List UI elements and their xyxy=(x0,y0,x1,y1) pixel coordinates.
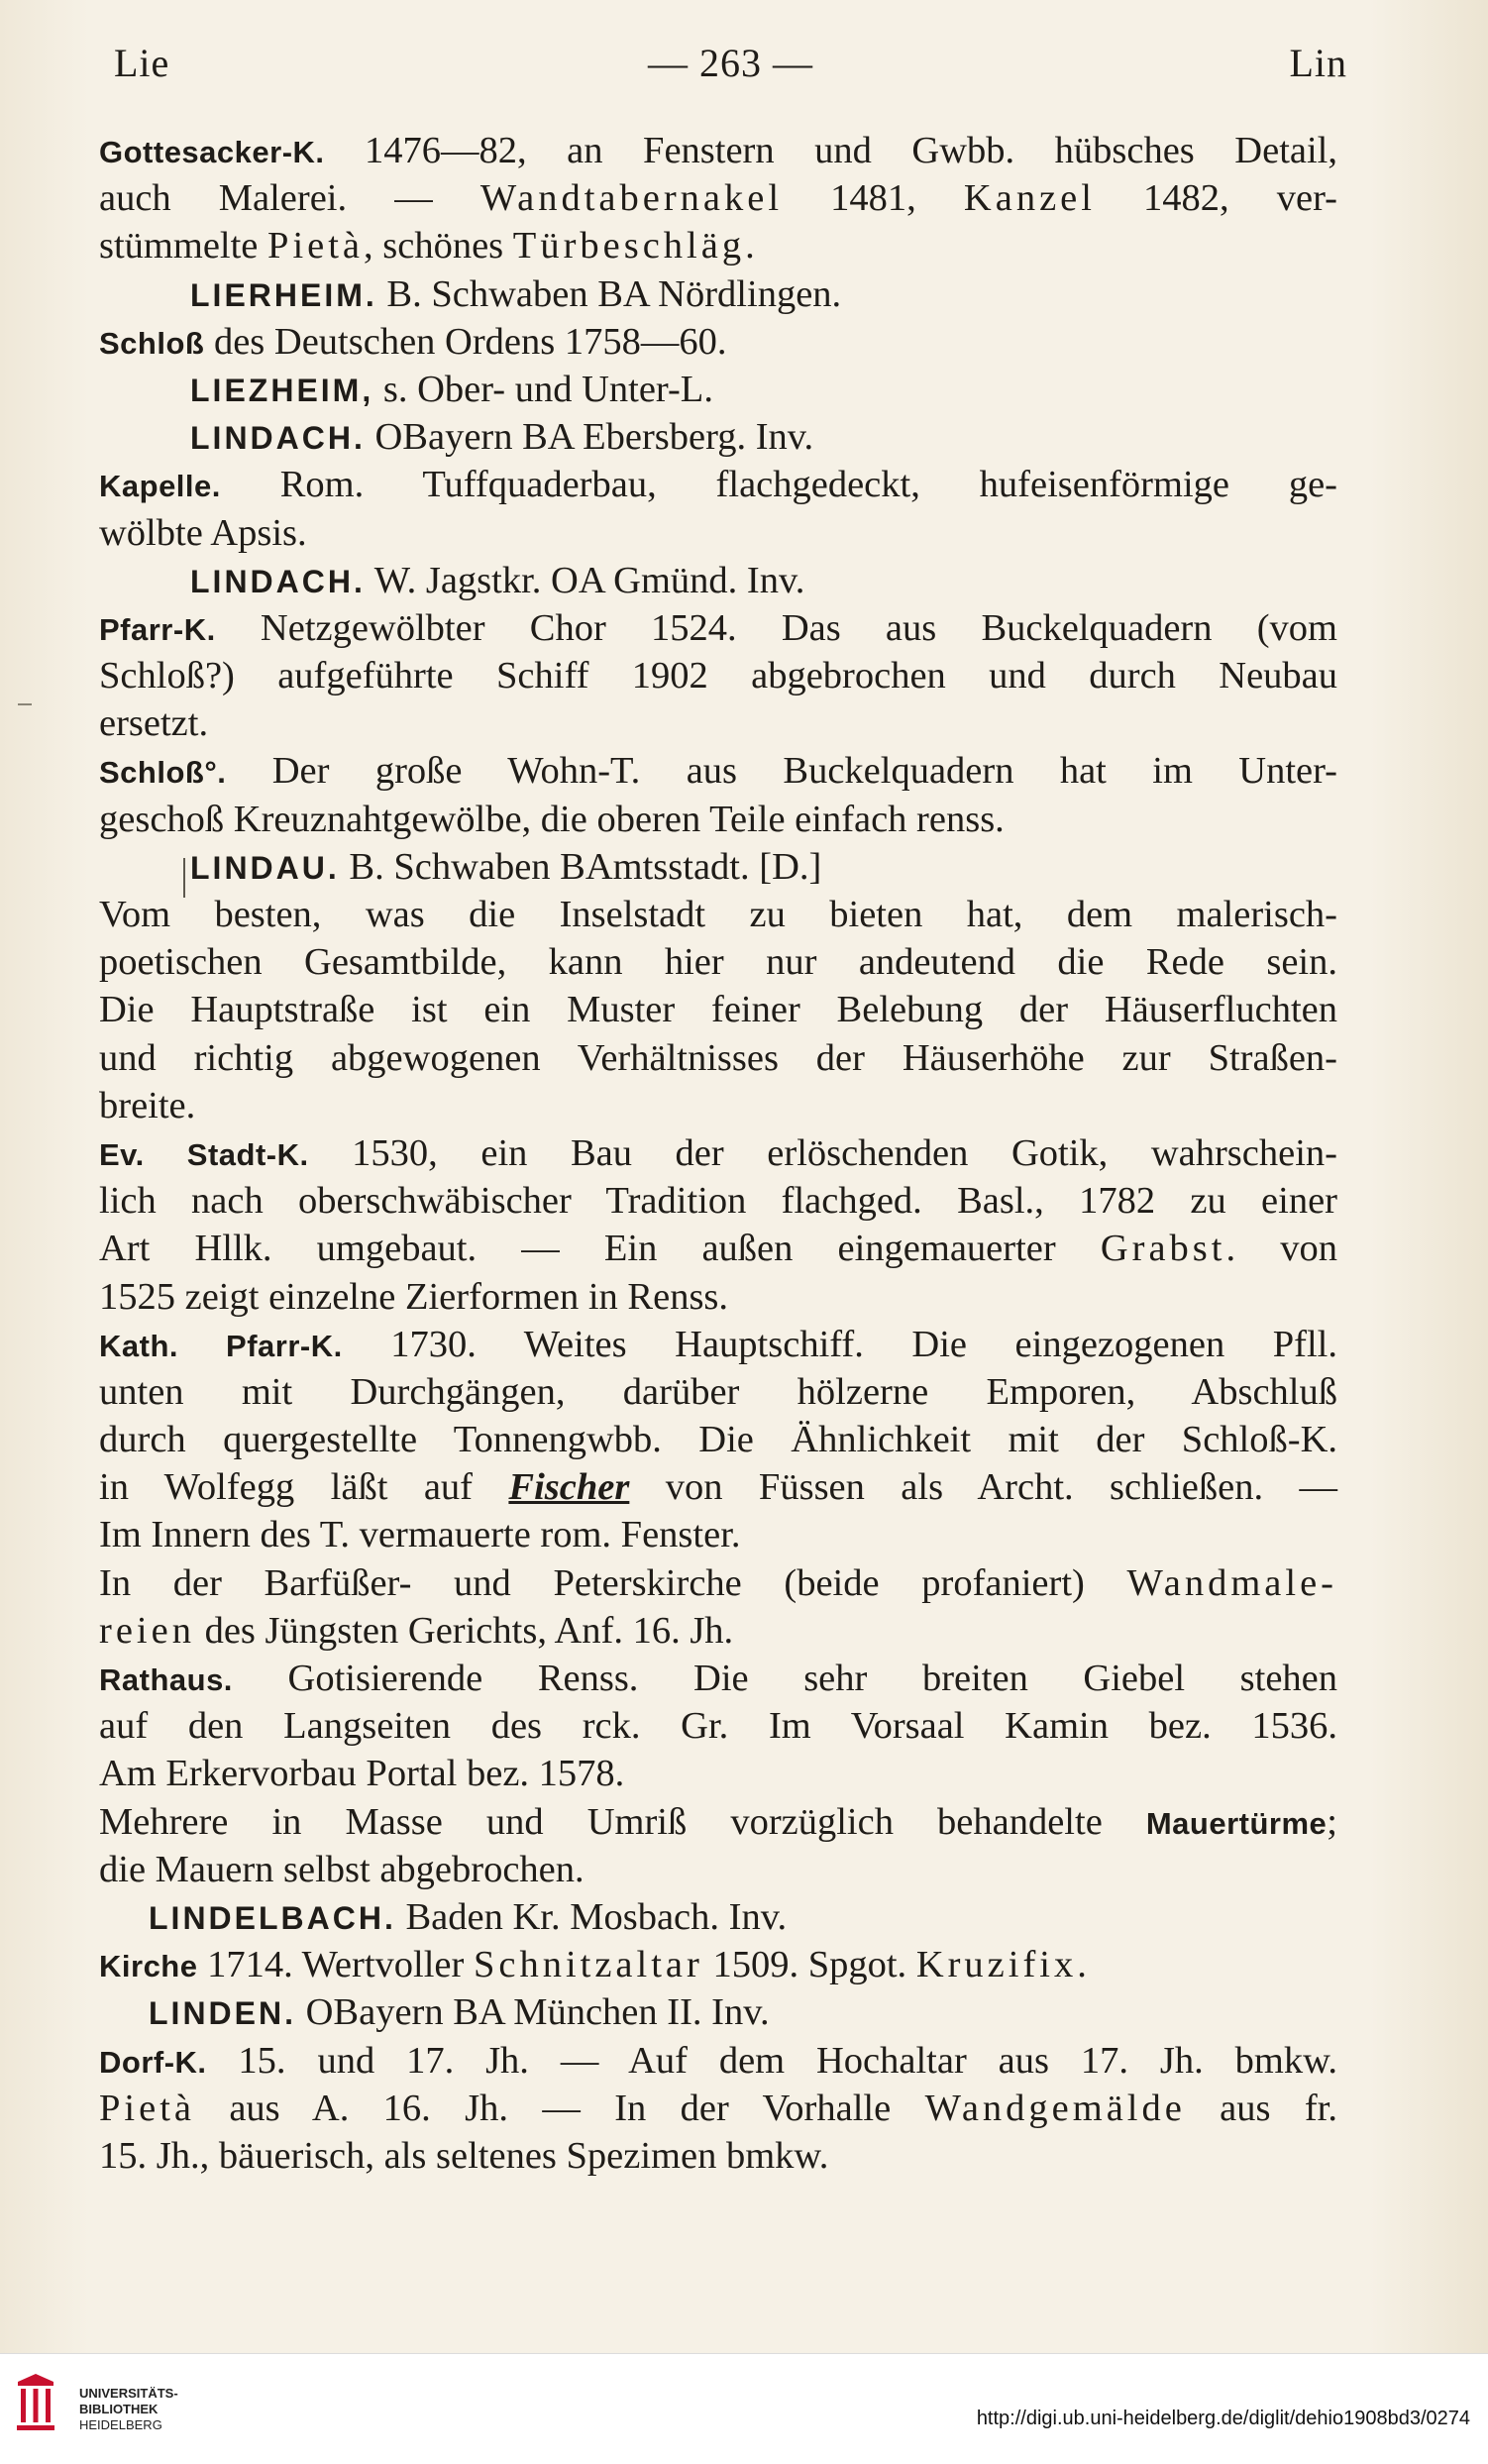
entry-label: Dorf-K. xyxy=(99,2044,207,2080)
text-line xyxy=(99,222,1337,269)
text-line xyxy=(99,366,1337,413)
text-run: Grabst xyxy=(1100,1228,1226,1270)
text-run: Schnitzaltar xyxy=(473,1944,703,1986)
text-run: Vom besten, was die Inselstadt zu bieten hat, dem malerisch- xyxy=(99,894,1337,935)
text-run: Pietà xyxy=(267,225,365,268)
text-line xyxy=(99,461,1337,508)
text-run: wölbte Apsis. xyxy=(99,511,307,554)
text-run: , schönes xyxy=(364,225,513,268)
text-line xyxy=(99,1750,1337,1797)
text-run: 1525 zeigt einzelne Zierformen in Renss. xyxy=(99,1275,729,1318)
text-line xyxy=(99,2132,1337,2180)
place-heading: LINDEN. xyxy=(149,1995,296,2032)
text-line xyxy=(99,843,1337,891)
text-run: reien xyxy=(99,1609,195,1652)
entry-label: Ev. Stadt-K. xyxy=(99,1136,309,1172)
text-run: unten mit Durchgängen, darüber hölzerne Emporen, Abschluß xyxy=(99,1370,1337,1413)
text-run: Mehrere in Masse und Umriß vorzüglich behandelte xyxy=(99,1800,1146,1843)
text-run: Fischer xyxy=(508,1466,630,1509)
entry-label: Schloß xyxy=(99,325,205,361)
place-heading: LIEZHEIM, xyxy=(190,372,374,408)
text-run: Gotisierende Renss. Die sehr breiten Giebel stehen xyxy=(232,1658,1337,1699)
library-name-line3: HEIDELBERG xyxy=(79,2417,162,2432)
text-line xyxy=(99,1559,1337,1607)
text-run: geschoß Kreuznahtgewölbe, die oberen Teile einfach renss. xyxy=(99,798,1005,840)
text-run: 1482, ver- xyxy=(1095,177,1338,220)
text-run: 1714. Wertvoller xyxy=(197,1944,474,1986)
text-line xyxy=(99,1321,1337,1368)
text-run: Der große Wohn-T. aus Buckelquadern hat im Unter- xyxy=(226,750,1337,793)
running-header xyxy=(114,40,1347,99)
page-number: — 263 — xyxy=(648,41,813,85)
text-line xyxy=(99,1988,1337,2036)
text-line xyxy=(99,1941,1337,1988)
text-run: von Füssen als Archt. schließen. — xyxy=(629,1466,1337,1509)
text-run: 1476—82, an Fenstern und Gwbb. hübsches Detail, xyxy=(324,130,1337,171)
text-run: auf den Langseiten des rck. Gr. Im Vorsaal Kamin bez. 1536. xyxy=(99,1705,1337,1748)
text-line xyxy=(99,1129,1337,1177)
text-line xyxy=(99,2037,1337,2085)
text-run: B. Schwaben BA Nördlingen. xyxy=(376,272,842,315)
text-run: B. Schwaben BAmtsstadt. [D.] xyxy=(339,845,822,888)
entry-label: Kath. Pfarr-K. xyxy=(99,1328,343,1363)
text-line xyxy=(99,891,1337,938)
entry-label: Kapelle. xyxy=(99,469,221,504)
text-line xyxy=(99,270,1337,318)
text-run: breite. xyxy=(99,1084,196,1126)
text-run: In der Barfüßer- und Peterskirche (beide profaniert) xyxy=(99,1561,1127,1604)
text-line xyxy=(99,1798,1337,1846)
text-run: poetischen Gesamtbilde, kann hier nur andeutend die Rede sein. xyxy=(99,941,1337,984)
entry-label: Kirche xyxy=(99,1949,198,1984)
text-run: durch quergestellte Tonnengwbb. Die Ähnlichkeit mit der Schloß-K. xyxy=(99,1419,1337,1461)
text-run: Baden Kr. Mosbach. Inv. xyxy=(395,1895,788,1938)
source-url-link[interactable]: http://digi.ub.uni-heidelberg.de/diglit/dehio1908bd3/0274 xyxy=(976,2408,1470,2429)
text-line xyxy=(99,509,1337,557)
place-heading: LIERHEIM. xyxy=(190,276,377,313)
text-run: Die Hauptstraße ist ein Muster feiner Belebung der Häuserfluchten xyxy=(99,989,1337,1031)
text-line xyxy=(99,796,1337,843)
text-line xyxy=(99,557,1337,604)
text-run: stümmelte xyxy=(99,225,268,268)
text-run: Schloß?) aufgeführte Schiff 1902 abgebrochen und durch Neubau xyxy=(99,655,1337,697)
entry-label: Schloß°. xyxy=(99,755,227,791)
text-run: Netzgewölbter Chor 1524. Das aus Buckelquadern (vom xyxy=(215,606,1337,649)
text-run: des Jüngsten Gerichts, Anf. 16. Jh. xyxy=(194,1609,734,1652)
text-line xyxy=(99,652,1337,699)
place-heading: LINDACH. xyxy=(190,420,366,457)
entry-label: Mauertürme xyxy=(1145,1805,1328,1841)
text-run: s. Ober- und Unter-L. xyxy=(373,368,713,410)
text-line xyxy=(99,1893,1337,1941)
text-line xyxy=(99,1368,1337,1416)
text-line xyxy=(99,1416,1337,1463)
text-run: OBayern BA München II. Inv. xyxy=(296,1991,770,2034)
footer-bar xyxy=(0,2353,1488,2464)
header-left: Lie xyxy=(114,41,170,85)
text-line xyxy=(99,1607,1337,1655)
text-run: Art Hllk. umgebaut. — Ein außen eingemauerter xyxy=(99,1228,1101,1270)
text-line xyxy=(99,747,1337,795)
text-run: 15. Jh., bäuerisch, als seltenes Spezimen bmkw. xyxy=(99,2134,829,2177)
entry-label: Gottesacker-K. xyxy=(99,135,325,169)
text-line xyxy=(99,1463,1337,1511)
text-run: aus fr. xyxy=(1185,2087,1338,2129)
text-line xyxy=(99,1702,1337,1750)
text-line xyxy=(99,699,1337,747)
text-run: 1530, ein Bau der erlöschenden Gotik, wahrschein- xyxy=(308,1131,1337,1174)
text-line xyxy=(99,1225,1337,1272)
text-line xyxy=(99,174,1337,222)
text-line xyxy=(99,1511,1337,1558)
text-run: des Deutschen Ordens 1758—60. xyxy=(204,320,727,363)
text-run: in Wolfegg läßt auf xyxy=(99,1466,509,1509)
text-run: . xyxy=(1077,1944,1087,1986)
text-run: Kanzel xyxy=(963,177,1096,220)
text-line xyxy=(99,1082,1337,1129)
text-line xyxy=(99,127,1337,174)
text-line xyxy=(99,1177,1337,1225)
body-text xyxy=(99,127,1337,2180)
text-run: lich nach oberschwäbischer Tradition flachged. Basl., 1782 zu einer xyxy=(99,1180,1337,1223)
text-run: OBayern BA Ebersberg. Inv. xyxy=(365,416,814,459)
header-right: Lin xyxy=(1289,41,1347,85)
text-line xyxy=(99,1846,1337,1893)
text-line xyxy=(99,1273,1337,1321)
text-run: Im Innern des T. vermauerte rom. Fenster. xyxy=(99,1514,741,1556)
text-run: ersetzt. xyxy=(99,702,209,745)
library-name-line2: BIBLIOTHEK xyxy=(79,2402,159,2416)
text-run: aus A. 16. Jh. — In der Vorhalle xyxy=(194,2087,925,2129)
text-run: Wandgemälde xyxy=(924,2087,1186,2129)
text-run: 1509. Spgot. xyxy=(702,1944,916,1986)
text-line xyxy=(99,2085,1337,2132)
text-run: Türbeschläg xyxy=(512,225,746,268)
text-run: Am Erkervorbau Portal bez. 1578. xyxy=(99,1753,625,1795)
text-run: Pietà xyxy=(99,2087,195,2129)
library-name-line1: UNIVERSITÄTS- xyxy=(79,2386,178,2401)
text-run: 1730. Weites Hauptschiff. Die eingezogenen Pfll. xyxy=(342,1323,1338,1365)
text-run: auch Malerei. — xyxy=(99,177,480,220)
text-line xyxy=(99,1655,1337,1702)
text-line xyxy=(99,318,1337,366)
library-name xyxy=(79,2386,178,2433)
text-run: ; xyxy=(1327,1800,1337,1843)
library-logo-icon xyxy=(14,2372,57,2435)
text-line xyxy=(99,1034,1337,1082)
text-line xyxy=(99,938,1337,986)
place-heading: LINDELBACH. xyxy=(149,1899,396,1936)
text-run: Wandmale- xyxy=(1126,1561,1337,1604)
text-line xyxy=(99,413,1337,461)
text-line xyxy=(99,604,1337,652)
text-run: Rom. Tuffquaderbau, flachgedeckt, hufeisenförmige ge- xyxy=(220,464,1337,506)
text-run: 15. und 17. Jh. — Auf dem Hochaltar aus 17. Jh. bmkw. xyxy=(206,2039,1337,2082)
entry-label: Pfarr-K. xyxy=(99,611,216,647)
text-run: Kruzifix xyxy=(915,1944,1078,1986)
text-run: W. Jagstkr. OA Gmünd. Inv. xyxy=(365,559,805,601)
place-heading: LINDAU. xyxy=(190,849,340,886)
entry-label: Rathaus. xyxy=(99,1662,233,1697)
text-line xyxy=(99,986,1337,1033)
text-run: Wandtabernakel xyxy=(479,177,784,220)
margin-mark xyxy=(18,703,32,705)
text-run: die Mauern selbst abgebrochen. xyxy=(99,1848,585,1890)
text-run: . von xyxy=(1225,1228,1338,1270)
text-run: 1481, xyxy=(783,177,964,220)
text-run: . xyxy=(745,225,755,268)
text-run: und richtig abgewogenen Verhältnisses der Häuserhöhe zur Straßen- xyxy=(99,1036,1337,1079)
place-heading: LINDACH. xyxy=(190,563,366,599)
